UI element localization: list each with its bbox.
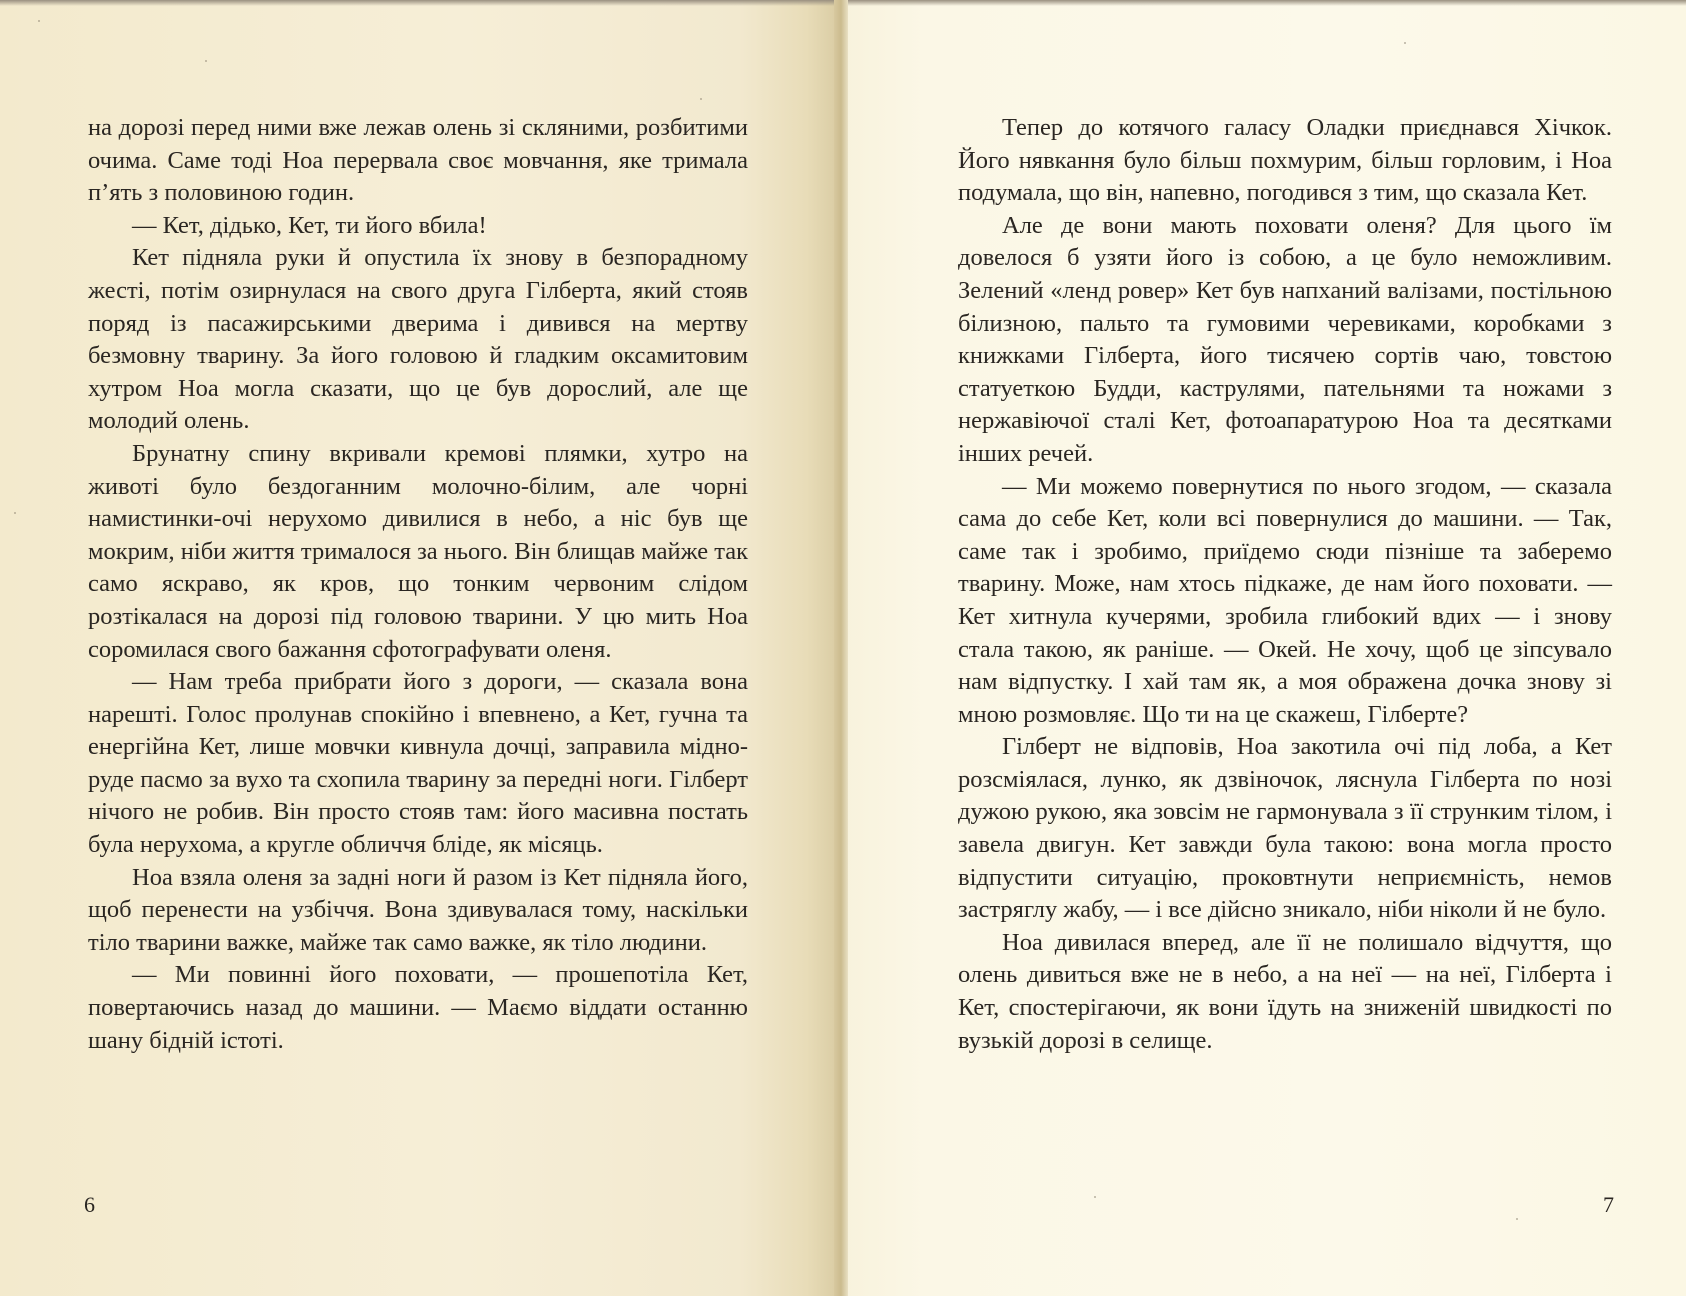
paragraph: на дорозі перед ними вже лежав олень зі скляними, розбитими очима. Саме тоді Ноа перервала своє мовчання, яке тримала п’ять з половиною годин. bbox=[88, 114, 748, 207]
paper-speck bbox=[700, 98, 702, 100]
paper-speck bbox=[38, 20, 40, 22]
paragraph: — Ми можемо повернутися по нього згодом, — сказала сама до себе Кет, коли всі повернулися до машини. — Так, саме так і зробимо, приїдемо сюди пізніше та заберемо тварину. Може, нам хтось підкаже, де нам його поховати. — Кет хитнула кучерями, зробила глибокий вдих — і знову стала такою, як раніше. — Окей. Не хочу, щоб це зіпсувало нам відпустку. І хай там як, а моя ображена дочка знову зі мною розмовляє. Що ти на це скажеш, Гілберте? bbox=[958, 472, 1612, 728]
left-page bbox=[0, 0, 840, 1296]
right-page bbox=[840, 0, 1686, 1296]
left-page-text bbox=[88, 112, 748, 1057]
paragraph: Ноа взяла оленя за задні ноги й разом із Кет підняла його, щоб перенести на узбіччя. Вона здивувалася тому, наскільки тіло тварини важке, майже так само важке, як тіло людини. bbox=[88, 863, 748, 956]
paragraph: Кет підняла руки й опустила їх знову в безпорадному жесті, потім озирнулася на свого друга Гілберта, який стояв поряд із пасажирськими дверима і дивився на мертву безмовну тварину. За його головою й гладким оксамитовим хутром Ноа могла сказати, що це був дорослий, але ще молодий олень. bbox=[88, 244, 748, 435]
paragraph: — Кет, дідько, Кет, ти його вбила! bbox=[132, 211, 487, 239]
paragraph: Але де вони мають поховати оленя? Для цього їм довелося б узяти його із собою, а це було неможливим. Зелений «ленд ровер» Кет був напханий валізами, постільною білизною, пальто та гумовими черевиками, коробками з книжками Гілберта, його тисячею сортів чаю, товстою статуеткою Будди, каструлями, пательнями та ножами з нержавіючої сталі Кет, фотоапаратурою Ноа та десятками інших речей. bbox=[958, 211, 1612, 467]
paragraph: Брунатну спину вкривали кремові плямки, хутро на животі було бездоганним молочно-білим, але чорні намистинки-очі нерухомо дивилися в небо, а ніс був ще мокрим, ніби життя трималося за нього. Він блищав майже так само яскраво, як кров, що тонким червоним слідом розтікалася на дорозі під головою тварини. У цю мить Ноа соромилася свого бажання сфотографувати оленя. bbox=[88, 439, 748, 663]
right-page-text bbox=[958, 112, 1612, 1057]
page-top-edge bbox=[840, 0, 1686, 6]
page-top-edge bbox=[0, 0, 840, 6]
paragraph: Тепер до котячого галасу Оладки приєднався Хічкок. Його нявкання було більш похмурим, більш горловим, і Ноа подумала, що він, напевно, погодився з тим, що сказала Кет. bbox=[958, 114, 1612, 207]
paper-speck bbox=[1404, 42, 1406, 44]
page-number-left: 6 bbox=[84, 1192, 95, 1217]
page-number-right: 7 bbox=[1603, 1192, 1614, 1217]
paragraph: Гілберт не відповів, Ноа закотила очі під лоба, а Кет розсміялася, лунко, як дзвіночок, ляснула Гілберта по нозі дужою рукою, яка зовсім не гармонувала з її струнким тілом, і завела двигун. Кет завжди була такою: вона могла просто відпустити ситуацію, проковтнути неприємність, немов застряглу жабу, — і все дійсно зникало, ніби ніколи й не було. bbox=[958, 733, 1612, 924]
paper-speck bbox=[205, 60, 207, 62]
paragraph: — Ми повинні його поховати, — прошепотіла Кет, повертаючись назад до машини. — Маємо віддати останню шану бідній істоті. bbox=[88, 961, 748, 1054]
paper-speck bbox=[1094, 1196, 1096, 1198]
paragraph: — Нам треба прибрати його з дороги, — сказала вона нарешті. Голос пролунав спокійно і впевнено, а Кет, гучна та енергійна Кет, лише мовчки кивнула дочці, заправила мідно-руде пасмо за вухо та схопила тварину за передні ноги. Гілберт нічого не робив. Він просто стояв там: його масивна постать була нерухома, а кругле обличчя бліде, як місяць. bbox=[88, 668, 748, 859]
paper-speck bbox=[14, 512, 16, 514]
paper-speck bbox=[1516, 1218, 1518, 1220]
paragraph: Ноа дивилася вперед, але її не полишало відчуття, що олень дивиться вже не в небо, а на неї — на неї, Гілберта і Кет, спостерігаючи, як вони їдуть на зниженій швидкості по вузькій дорозі в селище. bbox=[958, 928, 1612, 1054]
book-spine bbox=[834, 0, 848, 1296]
